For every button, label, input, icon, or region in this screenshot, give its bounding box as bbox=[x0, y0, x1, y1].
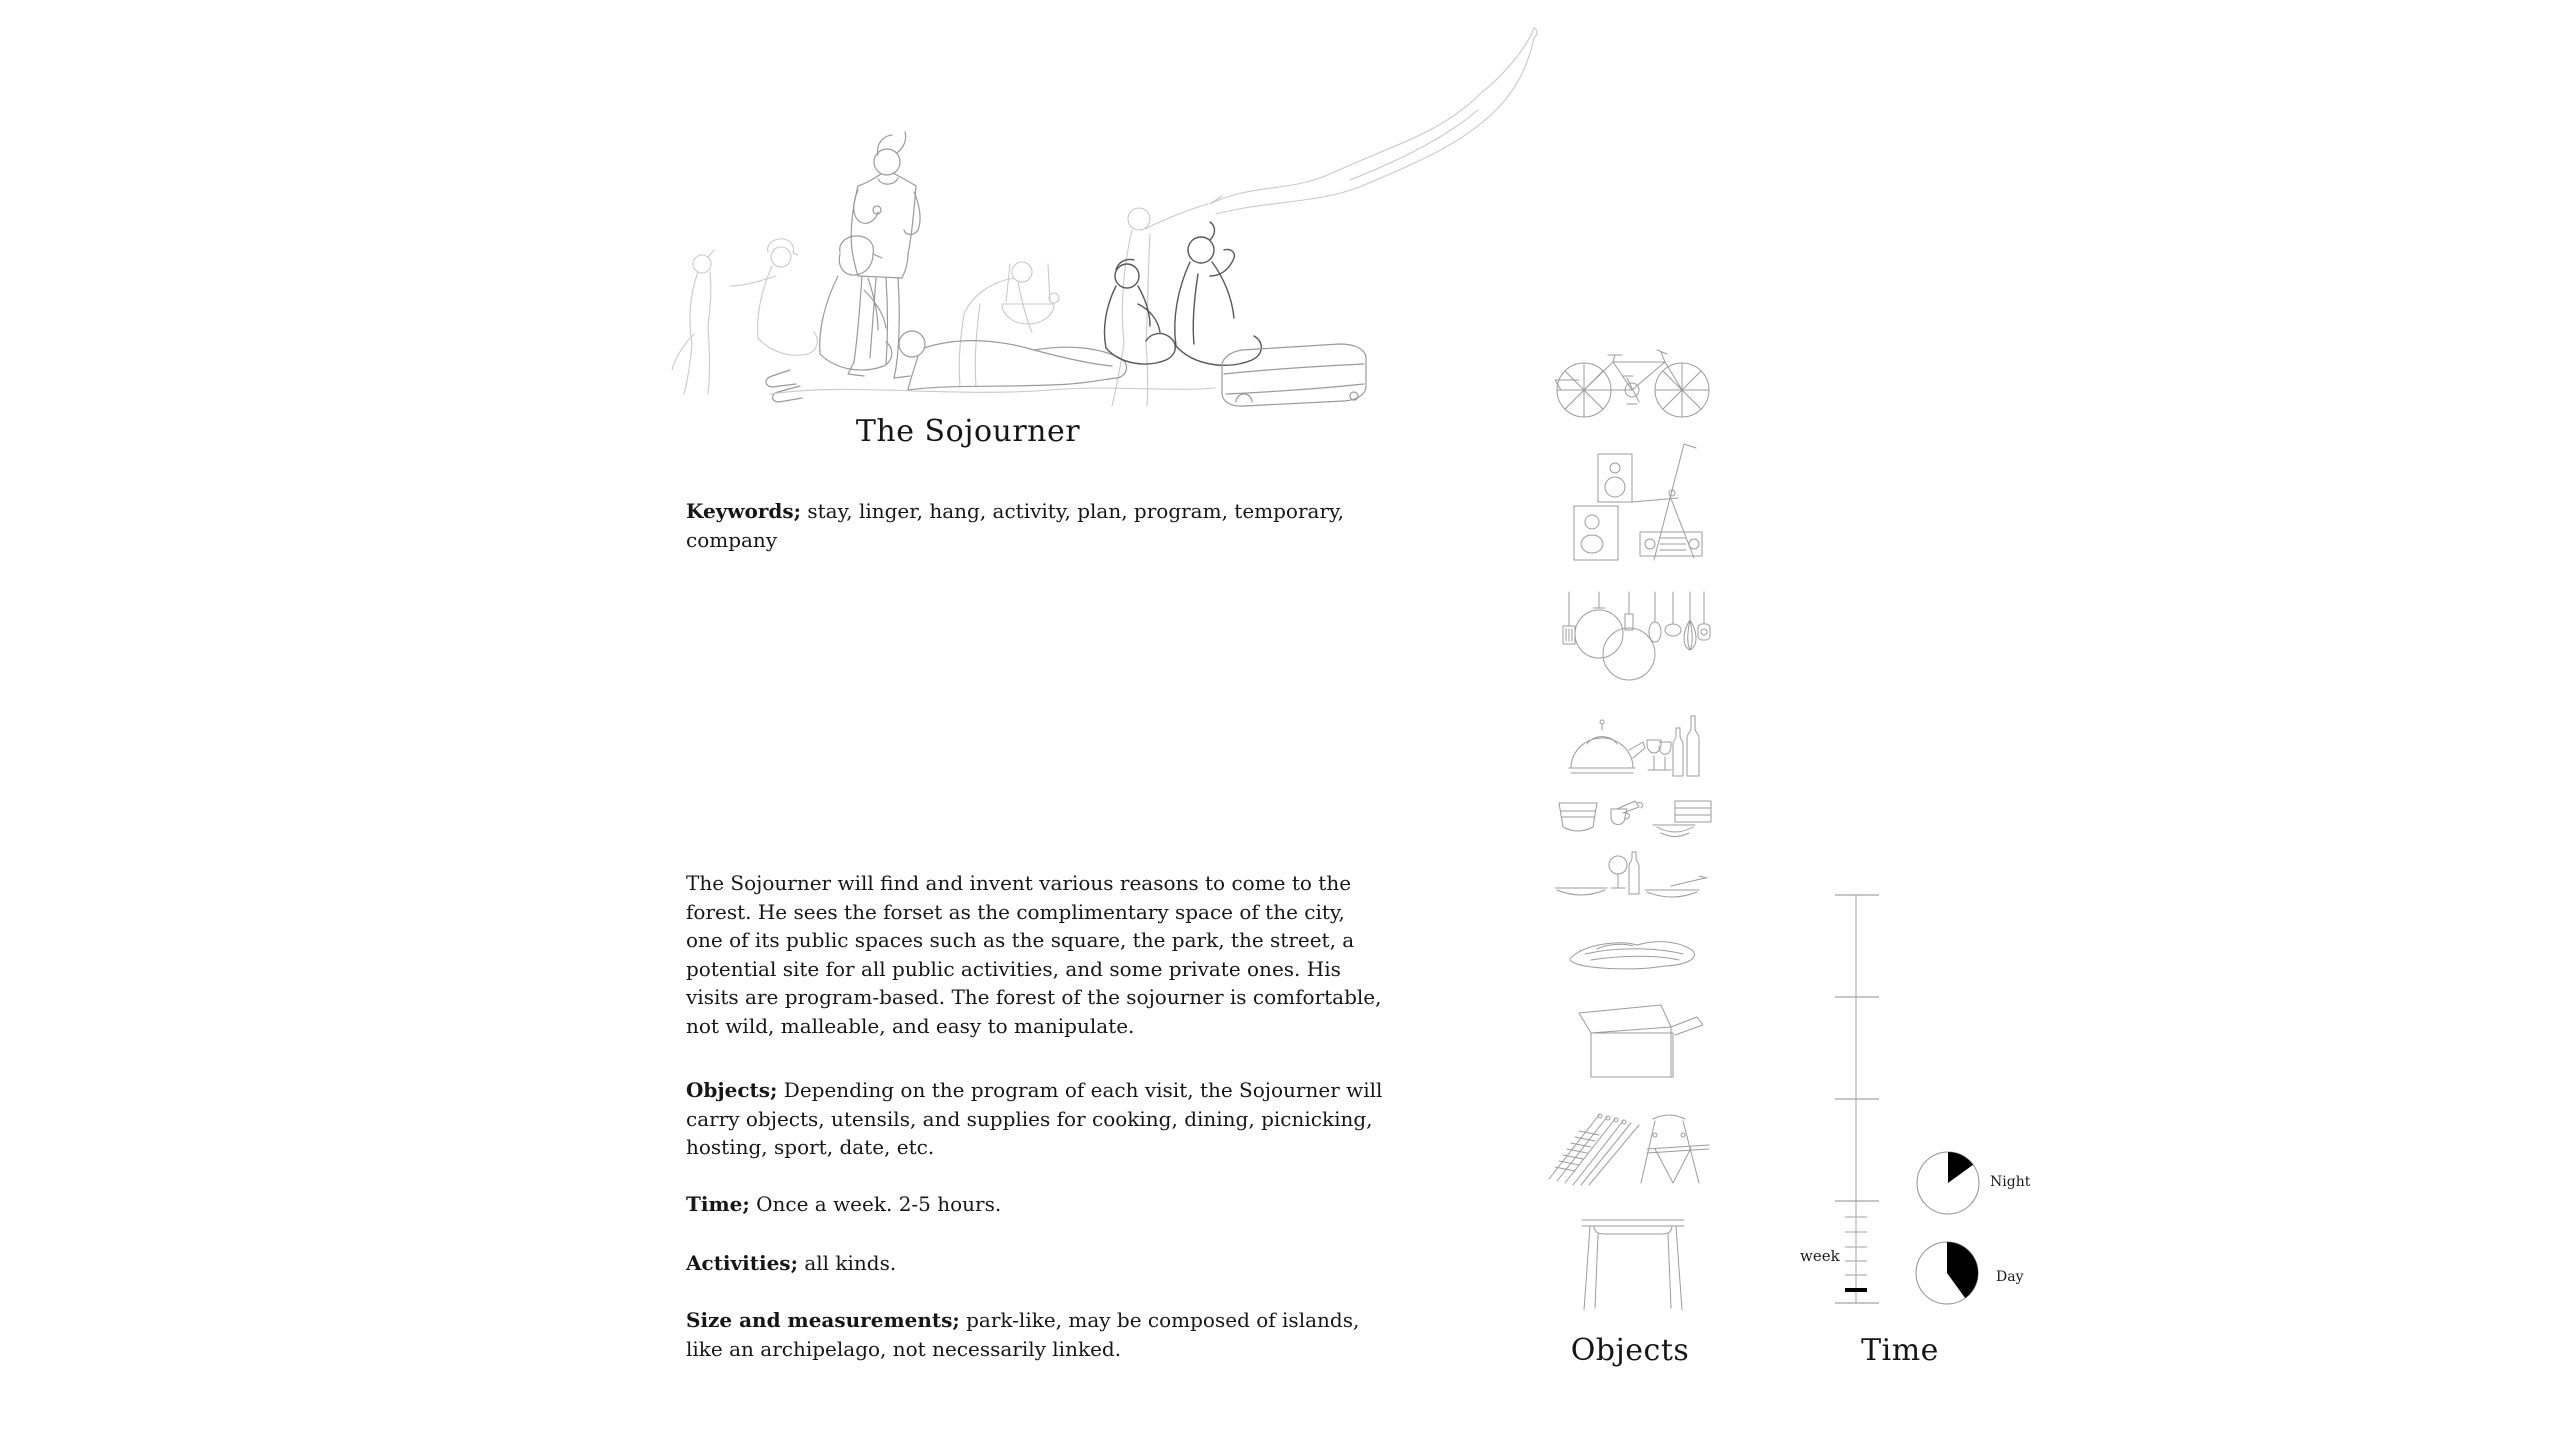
night-pie-label: Night bbox=[1990, 1174, 2031, 1190]
banner-holder-figure bbox=[1112, 196, 1222, 406]
size-text: park-like, may be composed of islands, like an archipelago, not necessarily linked. bbox=[686, 1308, 1360, 1361]
night-pie-chart bbox=[1914, 1149, 1982, 1217]
objects-text: Depending on the program of each visit, the Sojourner will carry objects, utensils, and supplies for cooking, dining, picnicking, hosting, sport, date, etc. bbox=[686, 1078, 1383, 1159]
time-column-heading: Time bbox=[1861, 1333, 1939, 1368]
banner-ribbon-sketch bbox=[1210, 28, 1537, 214]
day-pie-chart bbox=[1913, 1239, 1981, 1307]
size-label: Size and measurements; bbox=[686, 1308, 960, 1332]
description-text: The Sojourner will find and invent various reasons to come to the forest. He sees the forset as the complimentary space of the city, one of its public spaces such as the square, the park, the street, a potential site for all public activities, and some private ones. His visits are program-based. The forest of the sojourner is comfortable, not wild, malleable, and easy to manipulate. bbox=[686, 871, 1382, 1038]
seated-woman-figure bbox=[1175, 222, 1262, 365]
size-paragraph bbox=[686, 1306, 1386, 1363]
cross-legged-man-figure bbox=[1104, 259, 1175, 364]
dog-sketch bbox=[672, 250, 714, 394]
objects-column-heading: Objects bbox=[1570, 1333, 1690, 1368]
time-label: Time; bbox=[686, 1192, 750, 1216]
time-text: Once a week. 2-5 hours. bbox=[756, 1192, 1002, 1216]
folding-table-icon bbox=[1578, 1210, 1688, 1313]
kettle-glasses-bottles-icon bbox=[1563, 700, 1703, 780]
cardboard-box-icon bbox=[1563, 997, 1703, 1082]
activities-label: Activities; bbox=[686, 1251, 798, 1275]
blanket-edge-sketch bbox=[770, 388, 1215, 394]
speakers-and-mic-stand-icon bbox=[1558, 438, 1708, 563]
cooking-pot-sketch bbox=[1002, 264, 1059, 324]
standing-jogger-figure bbox=[848, 132, 920, 378]
hanging-kitchen-utensils-icon bbox=[1559, 588, 1713, 703]
keywords-label: Keywords; bbox=[686, 499, 802, 523]
picnic-scene-illustration bbox=[650, 14, 1540, 414]
objects-label: Objects; bbox=[686, 1078, 778, 1102]
man-with-dog-figure bbox=[730, 239, 817, 355]
cooler-suitcase-sketch bbox=[1222, 344, 1366, 406]
folding-chairs-icon bbox=[1541, 1093, 1726, 1188]
bicycle-icon bbox=[1553, 328, 1713, 424]
keywords-text: stay, linger, hang, activity, plan, program, temporary, company bbox=[686, 499, 1345, 552]
bending-figure bbox=[959, 262, 1032, 386]
time-paragraph bbox=[686, 1190, 1386, 1219]
description-paragraph bbox=[686, 869, 1386, 1040]
keywords-paragraph bbox=[686, 497, 1386, 554]
day-pie-label: Day bbox=[1996, 1269, 2024, 1285]
objects-paragraph bbox=[686, 1076, 1386, 1162]
folded-blanket-icon bbox=[1563, 922, 1703, 974]
week-label: week bbox=[1800, 1247, 1840, 1265]
visit-day-bold-tick bbox=[1845, 1288, 1867, 1292]
bowls-cups-plate-stack-icon bbox=[1553, 797, 1713, 843]
plates-wine-glass-bottle-icon bbox=[1553, 850, 1713, 902]
time-diagram bbox=[1790, 885, 2100, 1330]
activities-text: all kinds. bbox=[804, 1251, 897, 1275]
activities-paragraph bbox=[686, 1249, 1386, 1278]
page-title: The Sojourner bbox=[855, 414, 1081, 449]
